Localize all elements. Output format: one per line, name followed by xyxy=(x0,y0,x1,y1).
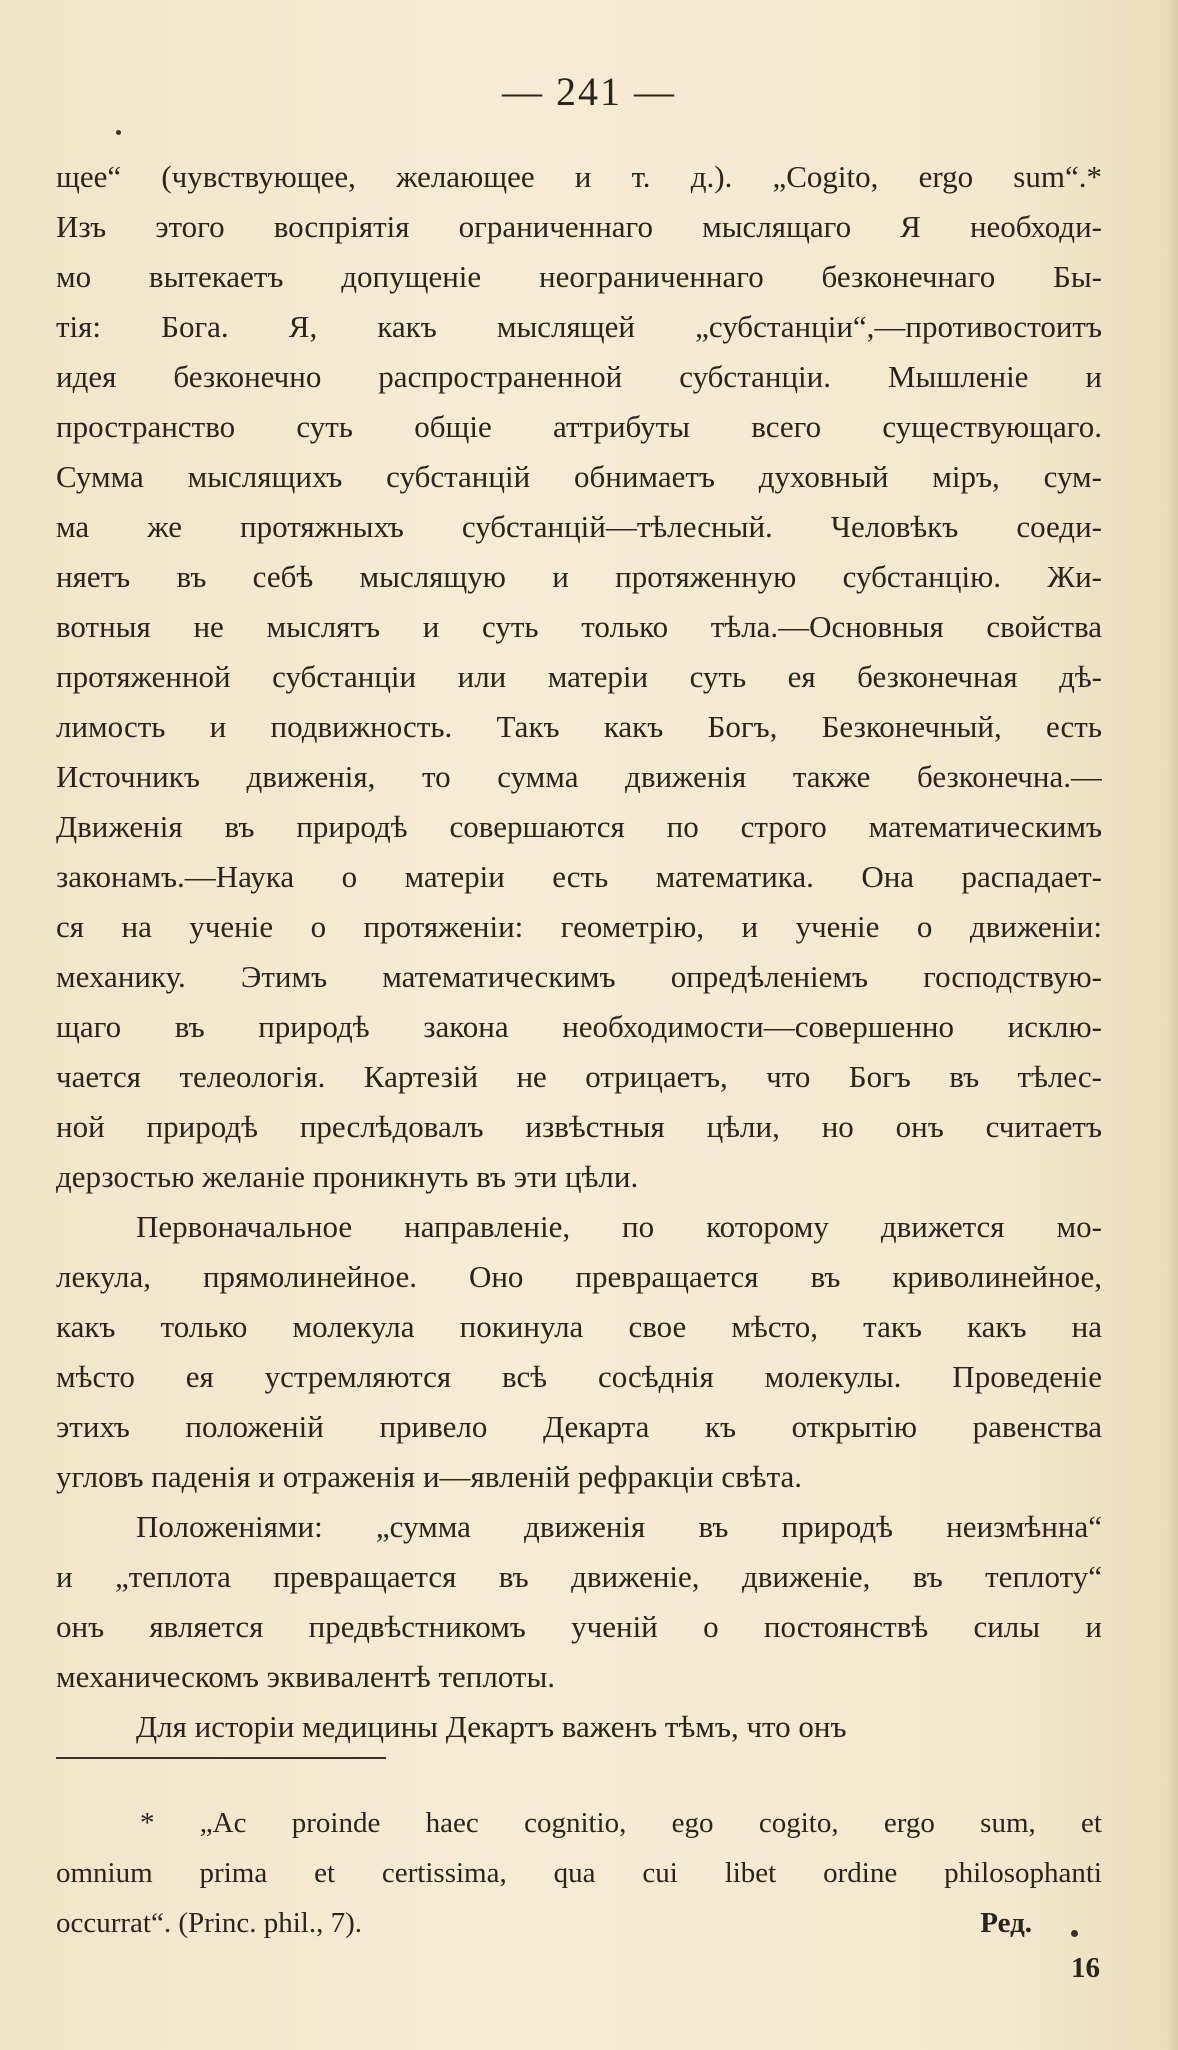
paragraph xyxy=(56,1502,1102,1702)
text-line: Движенія въ природѣ совершаются по строго математическимъ xyxy=(56,809,1102,844)
text-line: лекула, прямолинейное. Оно превращается въ криволинейное, xyxy=(56,1259,1102,1294)
text-line: лимость и подвижность. Такъ какъ Богъ, Безконечный, есть xyxy=(56,709,1102,744)
page-edge-shadow xyxy=(1166,0,1178,2050)
text-line: идея безконечно распространенной субстанціи. Мышленіе и xyxy=(56,359,1102,394)
text-line: этихъ положеній привело Декарта къ открытію равенства xyxy=(56,1409,1102,1444)
text-line: Источникъ движенія, то сумма движенія также безконечна.— xyxy=(56,759,1102,794)
text-line: Первоначальное направленіе, по которому движется мо- xyxy=(136,1209,1102,1244)
text-line: щее“ (чувствующее, желающее и т. д.). „Cogito, ergo sum“.* xyxy=(56,159,1102,194)
sheet-number: 16 xyxy=(1071,1952,1100,1984)
ink-speck xyxy=(1071,1930,1078,1937)
text-line: ной природѣ преслѣдовалъ извѣстныя цѣли, но онъ считаетъ xyxy=(56,1109,1102,1144)
text-line: Изъ этого воспріятія ограниченнаго мыслящаго Я необходи- xyxy=(56,209,1102,244)
text-line: пространство суть общіе аттрибуты всего существующаго. xyxy=(56,409,1102,444)
text-line: протяженной субстанціи или матеріи суть ея безконечная дѣ- xyxy=(56,659,1102,694)
text-line: и „теплота превращается въ движеніе, движеніе, въ теплоту“ xyxy=(56,1559,1102,1594)
footnote xyxy=(56,1798,1102,1948)
text-line: Сумма мыслящихъ субстанцій обнимаетъ духовный міръ, сум- xyxy=(56,459,1102,494)
footnote-line: omnium prima et certissima, qua cui libet ordine philosophanti xyxy=(56,1857,1102,1889)
text-line: онъ является предвѣстникомъ ученій о постоянствѣ силы и xyxy=(56,1609,1102,1644)
editor-signature: Ред. xyxy=(980,1907,1032,1939)
footnote-line: * „Ac proinde haec cognitio, ego cogito, ergo sum, et xyxy=(140,1807,1102,1839)
text-line: механику. Этимъ математическимъ опредѣленіемъ господствую- xyxy=(56,959,1102,994)
footnote-citation: occurrat“. (Princ. phil., 7). xyxy=(56,1907,363,1939)
text-line: Для исторіи медицины Декартъ важенъ тѣмъ, что онъ xyxy=(136,1709,847,1744)
text-line: законамъ.—Наука о матеріи есть математика. Она распадает- xyxy=(56,859,1102,894)
text-line: мо вытекаетъ допущеніе неограниченнаго безконечнаго Бы- xyxy=(56,259,1102,294)
ink-speck xyxy=(116,130,121,135)
text-line: мѣсто ея устремляются всѣ сосѣднія молекулы. Проведеніе xyxy=(56,1359,1102,1394)
text-line: угловъ паденія и отраженія и—явленій рефракціи свѣта. xyxy=(56,1459,803,1494)
paragraph xyxy=(56,152,1102,1202)
text-line: чается телеологія. Картезій не отрицаетъ, что Богъ въ тѣлес- xyxy=(56,1059,1102,1094)
footnote-last-line xyxy=(56,1898,1102,1948)
page-number: — 241 — xyxy=(502,69,676,114)
text-line: тія: Бога. Я, какъ мыслящей „субстанціи“,—противостоитъ xyxy=(56,309,1102,344)
paragraphs-container xyxy=(56,152,1102,1752)
text-line: Положеніями: „сумма движенія въ природѣ неизмѣнна“ xyxy=(136,1509,1102,1544)
footnote-separator xyxy=(56,1757,386,1759)
text-line: механическомъ эквивалентѣ теплоты. xyxy=(56,1659,556,1694)
paragraph xyxy=(56,1702,1102,1752)
paragraph xyxy=(56,1202,1102,1502)
text-line: ма же протяжныхъ субстанцій—тѣлесный. Человѣкъ соеди- xyxy=(56,509,1102,544)
text-line: вотныя не мыслятъ и суть только тѣла.—Основныя свойства xyxy=(56,609,1102,644)
text-line: няетъ въ себѣ мыслящую и протяженную субстанцію. Жи- xyxy=(56,559,1102,594)
text-line: дерзостью желаніе проникнуть въ эти цѣли. xyxy=(56,1159,639,1194)
text-line: какъ только молекула покинула свое мѣсто, такъ какъ на xyxy=(56,1309,1102,1344)
main-text xyxy=(56,152,1102,1752)
text-line: щаго въ природѣ закона необходимости—совершенно исклю- xyxy=(56,1009,1102,1044)
text-line: ся на ученіе о протяженіи: геометрію, и ученіе о движеніи: xyxy=(56,909,1102,944)
